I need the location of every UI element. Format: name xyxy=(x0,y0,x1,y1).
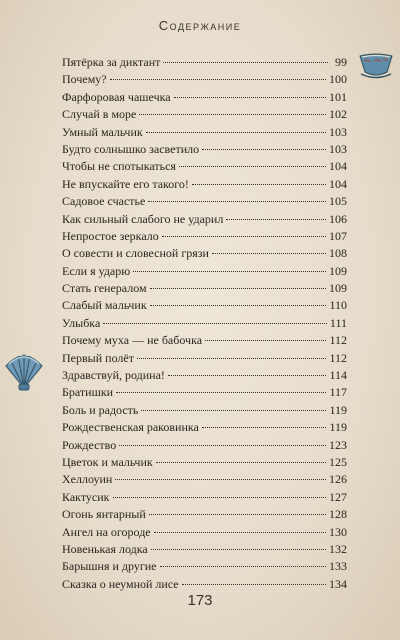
toc-leader-dots xyxy=(137,358,326,359)
toc-leader-dots xyxy=(163,62,328,63)
toc-entry xyxy=(62,228,347,245)
toc-entry xyxy=(62,141,347,158)
toc-entry xyxy=(62,71,347,88)
toc-entry-title: Почему муха — не бабочка xyxy=(62,333,203,348)
toc-entry-page: 112 xyxy=(329,350,347,365)
toc-entry-page: 133 xyxy=(329,559,347,574)
toc-entry xyxy=(62,297,347,314)
toc-entry-title: Рождественская раковинка xyxy=(62,420,199,435)
toc-entry-title: Садовое счастье xyxy=(62,194,146,209)
toc-entry-title: Почему? xyxy=(62,72,107,87)
toc-leader-dots xyxy=(192,184,326,185)
toc-entry-page: 101 xyxy=(329,89,347,104)
seashell-icon xyxy=(2,348,46,392)
toc-leader-dots xyxy=(133,271,326,272)
toc-entry-page: 134 xyxy=(329,576,347,591)
toc-entry xyxy=(62,437,347,454)
toc-entry xyxy=(62,245,347,262)
toc-entry-page: 130 xyxy=(329,524,347,539)
toc-entry xyxy=(62,315,347,332)
toc-entry-page: 112 xyxy=(329,333,347,348)
page-number: 173 xyxy=(187,592,213,609)
toc-entry-page: 111 xyxy=(329,315,347,330)
toc-entry-title: Сказка о неумной лисе xyxy=(62,576,179,591)
toc-entry xyxy=(62,263,347,280)
toc-entry xyxy=(62,54,347,71)
toc-entry-title: Боль и радость xyxy=(62,402,139,417)
toc-entry xyxy=(62,332,347,349)
toc-leader-dots xyxy=(119,445,326,446)
toc-leader-dots xyxy=(115,479,326,480)
toc-entry-page: 109 xyxy=(329,281,347,296)
toc-entry-page: 103 xyxy=(329,124,347,139)
toc-entry xyxy=(62,89,347,106)
toc-entry-title: Умный мальчик xyxy=(62,124,143,139)
toc-entry-title: Новенькая лодка xyxy=(62,541,148,556)
toc-entry-title: Будто солнышко засветило xyxy=(62,141,200,156)
toc-entry-page: 100 xyxy=(329,72,347,87)
toc-leader-dots xyxy=(179,166,326,167)
toc-leader-dots xyxy=(202,427,327,428)
toc-entry-title: Цветок и мальчик xyxy=(62,454,153,469)
toc-entry-title: Слабый мальчик xyxy=(62,298,147,313)
toc-entry xyxy=(62,158,347,175)
toc-entry xyxy=(62,506,347,523)
toc-leader-dots xyxy=(202,149,326,150)
toc-entry-page: 117 xyxy=(329,385,347,400)
toc-entry-title: Здравствуй, родина! xyxy=(62,368,165,383)
toc-leader-dots xyxy=(113,497,326,498)
toc-entry-title: Если я ударю xyxy=(62,263,131,278)
toc-leader-dots xyxy=(226,219,326,220)
toc-entry-page: 102 xyxy=(329,107,347,122)
toc-entry xyxy=(62,350,347,367)
toc-entry-page: 106 xyxy=(329,211,347,226)
toc-leader-dots xyxy=(148,201,326,202)
toc-leader-dots xyxy=(150,288,326,289)
toc-entry-title: Пятёрка за диктант xyxy=(62,55,161,69)
page-header: Содержание xyxy=(158,18,242,33)
toc-entry xyxy=(62,280,347,297)
toc-entry xyxy=(62,524,347,541)
toc-entry-page: 114 xyxy=(329,368,347,383)
toc-entry-title: Первый полёт xyxy=(62,350,134,365)
toc-entry-page: 104 xyxy=(329,159,347,174)
toc-entry xyxy=(62,124,347,141)
toc-leader-dots xyxy=(154,532,326,533)
toc-entry-title: Братишки xyxy=(62,385,114,400)
toc-entry-title: Чтобы не спотыкаться xyxy=(62,159,176,174)
toc-entry xyxy=(62,176,347,193)
toc-entry-title: Случай в море xyxy=(62,107,137,122)
toc-leader-dots xyxy=(146,132,326,133)
toc-leader-dots xyxy=(149,514,326,515)
table-of-contents xyxy=(62,54,347,593)
toc-entry-title: Фарфоровая чашечка xyxy=(62,89,171,104)
toc-entry xyxy=(62,454,347,471)
toc-entry-title: Улыбка xyxy=(62,315,101,330)
toc-leader-dots xyxy=(205,340,326,341)
toc-leader-dots xyxy=(162,236,326,237)
toc-entry-page: 105 xyxy=(329,194,347,209)
toc-entry xyxy=(62,558,347,575)
toc-entry-title: Стать генералом xyxy=(62,281,147,296)
toc-leader-dots xyxy=(160,566,327,567)
toc-entry-title: Не впускайте его такого! xyxy=(62,176,189,191)
teacup-icon xyxy=(356,44,396,84)
toc-entry-page: 119 xyxy=(329,402,347,417)
toc-entry-page: 99 xyxy=(335,55,347,69)
toc-entry-title: О совести и словесной грязи xyxy=(62,246,209,261)
toc-entry-page: 108 xyxy=(329,246,347,261)
toc-entry xyxy=(62,193,347,210)
toc-entry-page: 123 xyxy=(329,437,347,452)
toc-entry xyxy=(62,419,347,436)
toc-leader-dots xyxy=(141,410,326,411)
toc-entry-page: 119 xyxy=(329,420,347,435)
toc-entry-page: 127 xyxy=(329,489,347,504)
toc-entry-title: Хеллоуин xyxy=(62,472,113,487)
toc-leader-dots xyxy=(212,253,326,254)
toc-entry-title: Огонь янтарный xyxy=(62,507,146,522)
toc-entry xyxy=(62,471,347,488)
toc-leader-dots xyxy=(168,375,327,376)
toc-entry-page: 126 xyxy=(329,472,347,487)
toc-entry-page: 110 xyxy=(329,298,347,313)
toc-entry-title: Непростое зеркало xyxy=(62,228,159,243)
toc-leader-dots xyxy=(103,323,327,324)
toc-entry xyxy=(62,489,347,506)
toc-leader-dots xyxy=(139,114,326,115)
toc-entry xyxy=(62,576,347,593)
toc-leader-dots xyxy=(174,97,326,98)
toc-entry-title: Кактусик xyxy=(62,489,110,504)
toc-entry xyxy=(62,106,347,123)
toc-leader-dots xyxy=(182,584,326,585)
toc-leader-dots xyxy=(150,305,327,306)
toc-entry-page: 128 xyxy=(329,507,347,522)
toc-leader-dots xyxy=(151,549,326,550)
toc-entry-page: 132 xyxy=(329,541,347,556)
toc-entry-title: Как сильный слабого не ударил xyxy=(62,211,224,226)
toc-entry xyxy=(62,384,347,401)
toc-entry xyxy=(62,402,347,419)
toc-entry-page: 125 xyxy=(329,454,347,469)
toc-entry xyxy=(62,541,347,558)
toc-entry xyxy=(62,367,347,384)
toc-entry-page: 109 xyxy=(329,263,347,278)
toc-entry-page: 107 xyxy=(329,228,347,243)
toc-entry-title: Рождество xyxy=(62,437,117,452)
toc-entry-title: Барышня и другие xyxy=(62,559,157,574)
toc-entry xyxy=(62,211,347,228)
toc-leader-dots xyxy=(116,392,326,393)
toc-entry-page: 104 xyxy=(329,176,347,191)
toc-leader-dots xyxy=(110,79,326,80)
toc-leader-dots xyxy=(156,462,326,463)
toc-entry-page: 103 xyxy=(329,141,347,156)
toc-entry-title: Ангел на огороде xyxy=(62,524,151,539)
